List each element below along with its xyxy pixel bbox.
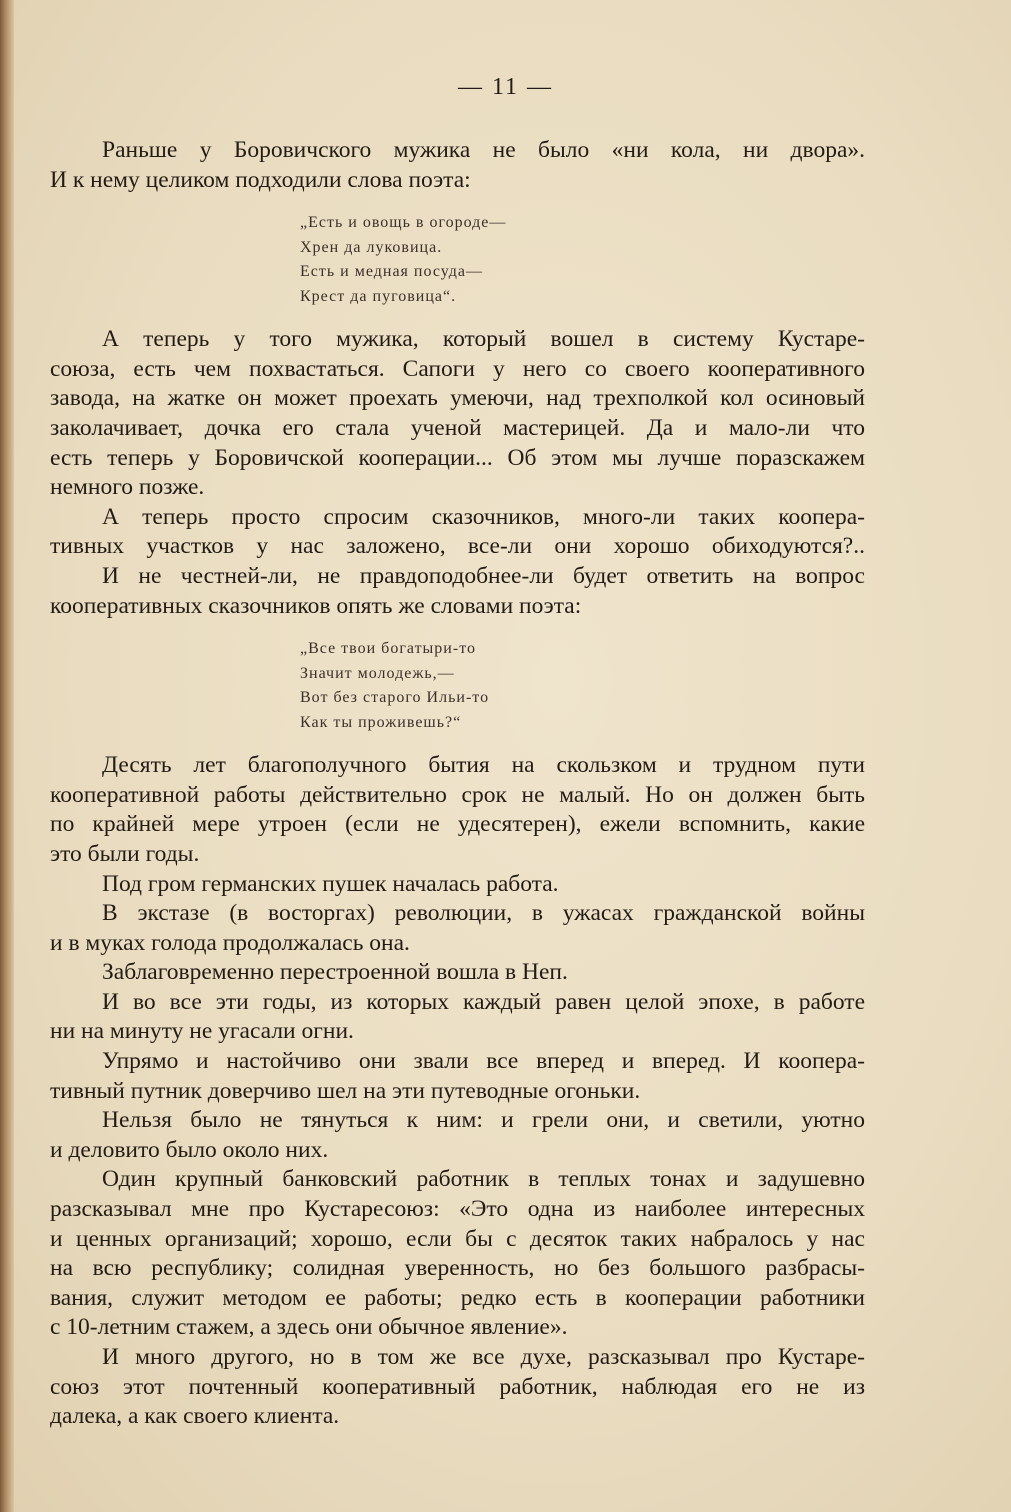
text-line: тивных участков у нас заложено, все-ли они хорошо обиходуются?.. [50, 533, 865, 560]
text-line: завода, на жатке он может проехать умеючи, над трехполкой кол осиновый [50, 385, 865, 412]
text-line: на всю республику; солидная уверенность, но без большого разбрасы- [50, 1255, 865, 1282]
text-line: союза, есть чем похвастаться. Сапоги у него со своего кооперативного [50, 355, 865, 382]
text-line: есть теперь у Боровичской кооперации... Об этом мы лучше поразскажем [50, 444, 865, 471]
text-line: А теперь у того мужика, который вошел в систему Кустаре- [102, 326, 865, 353]
poem-quote-1 [300, 211, 865, 309]
text-line: Нельзя было не тянуться к ним: и грели они, и светили, уютно [102, 1107, 865, 1134]
text-line: И во все эти годы, из которых каждый равен целой эпохе, в работе [102, 988, 865, 1015]
text-line: кооперативной работы действительно срок не малый. Но он должен быть [50, 781, 865, 808]
poem-line: „Есть и овощь в огороде— [300, 214, 507, 232]
book-spine-edge [0, 0, 14, 1512]
poem-quote-2 [300, 637, 865, 735]
body-text [50, 136, 865, 1432]
text-line: союз этот почтенный кооперативный работник, наблюдая его не из [50, 1373, 865, 1400]
text-line: немного позже. [50, 474, 205, 501]
text-line: Упрямо и настойчиво они звали все вперед и вперед. И коопера- [102, 1048, 865, 1075]
text-line: и деловито было около них. [50, 1136, 329, 1163]
text-line: А теперь просто спросим сказочников, много-ли таких коопера- [102, 503, 865, 530]
text-line: Раньше у Боровичского мужика не было «ни кола, ни двора». [102, 137, 865, 163]
text-line: Заблаговременно перестроенной вошла в Неп. [102, 959, 568, 986]
text-line: кооперативных сказочников опять же словами поэта: [50, 592, 582, 619]
text-line: далека, а как своего клиента. [50, 1403, 340, 1430]
text-line: И много другого, но в том же все духе, разсказывал про Кустаре- [102, 1344, 865, 1370]
text-line: Десять лет благополучного бытия на скользком и трудном пути [102, 752, 865, 779]
poem-line: Крест да пуговица“. [300, 287, 457, 305]
poem-line: Вот без старого Ильи-то [300, 689, 490, 707]
text-line: по крайней мере утроен (если не удесятерен), ежели вспомнить, какие [50, 811, 865, 838]
poem-line: Как ты проживешь?“ [300, 713, 462, 731]
page-number: — 11 — [457, 74, 554, 100]
text-line: И к нему целиком подходили слова поэта: [50, 166, 471, 193]
poem-line: Хрен да луковица. [300, 238, 443, 256]
text-line: это были годы. [50, 840, 200, 867]
text-line: Один крупный банковский работник в теплых тонах и задушевно [102, 1166, 865, 1193]
text-line: разсказывал мне про Кустаресоюз: «Это одна из наиболее интересных [50, 1196, 865, 1223]
text-line: И не честней-ли, не правдоподобнее-ли будет ответить на вопрос [102, 562, 865, 589]
text-line: Под гром германских пушек началась работа. [102, 870, 559, 897]
poem-line: Значит молодежь,— [300, 664, 455, 682]
text-line: вания, служит методом ее работы; редко есть в кооперации работники [50, 1284, 865, 1311]
text-line: заколачивает, дочка его стала ученой мастерицей. Да и мало-ли что [50, 414, 865, 441]
text-line: и в муках голода продолжалась она. [50, 929, 410, 956]
poem-line: „Все твои богатыри-то [300, 640, 476, 658]
text-line: тивный путник доверчиво шел на эти путеводные огоньки. [50, 1077, 641, 1104]
poem-line: Есть и медная посуда— [300, 263, 483, 281]
text-line: и ценных организаций; хорошо, если бы с десяток таких набралось у нас [50, 1225, 865, 1252]
text-line: В экстазе (в восторгах) революции, в ужасах гражданской войны [102, 900, 865, 927]
text-line: ни на минуту не угасали огни. [50, 1018, 354, 1045]
text-line: с 10-летним стажем, а здесь они обычное явление». [50, 1314, 568, 1341]
